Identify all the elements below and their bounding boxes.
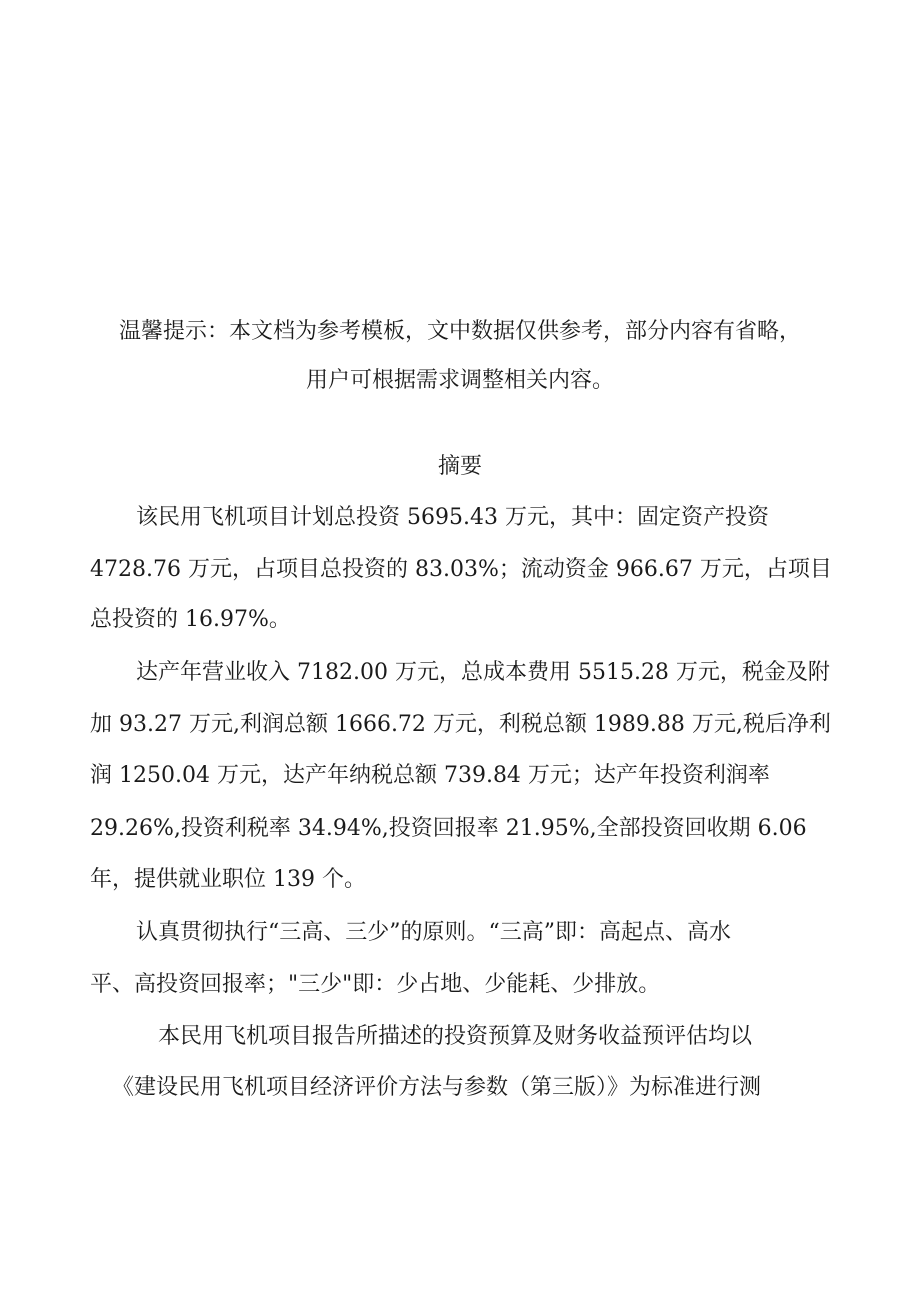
body-line: 4728.76 万元，占项目总投资的 83.03%；流动资金 966.67 万元，占项目 <box>90 557 832 582</box>
body-line: 29.26%,投资利税率 34.94%,投资回报率 21.95%,全部投资回收期 6.06 <box>90 816 807 841</box>
body-line: 平、高投资回报率；"三少"即：少占地、少能耗、少排放。 <box>90 972 661 997</box>
body-line: 达产年营业收入 7182.00 万元，总成本费用 5515.28 万元，税金及附 <box>136 660 830 685</box>
notice-line-1: 温馨提示：本文档为参考模板，文中数据仅供参考，部分内容有省略， <box>118 319 801 344</box>
body-line: 该民用飞机项目计划总投资 5695.43 万元，其中：固定资产投资 <box>136 505 769 530</box>
body-line: 本民用飞机项目报告所描述的投资预算及财务收益预评估均以 <box>158 1024 753 1049</box>
body-line: 加 93.27 万元,利润总额 1666.72 万元，利税总额 1989.88 万元,税后净利 <box>90 712 831 737</box>
body-line: 年，提供就业职位 139 个。 <box>90 867 366 892</box>
notice-line-2: 用户可根据需求调整相关内容。 <box>305 368 614 393</box>
body-line: 总投资的 16.97%。 <box>90 607 291 632</box>
abstract-heading: 摘要 <box>437 454 482 479</box>
body-line: 认真贯彻执行“三高、三少”的原则。“三高”即：高起点、高水 <box>136 920 731 945</box>
body-line: 润 1250.04 万元，达产年纳税总额 739.84 万元；达产年投资利润率 <box>90 763 770 788</box>
body-line: 《建设民用飞机项目经济评价方法与参数（第三版）》为标准进行测 <box>112 1075 762 1100</box>
